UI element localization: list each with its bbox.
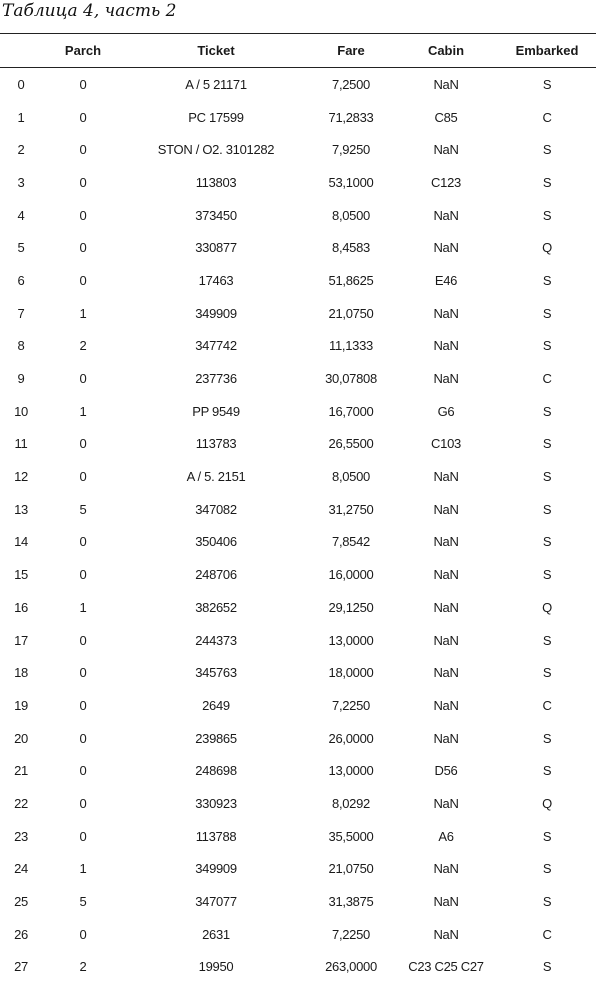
cell-index: 18 — [14, 665, 28, 681]
cell-index: 0 — [17, 76, 25, 92]
header-ticket: Ticket — [197, 43, 235, 58]
cell-cabin: NaN — [433, 795, 459, 811]
cell-fare: 7,9250 — [332, 142, 370, 158]
cell-fare: 21,0750 — [328, 305, 374, 321]
cell-parch: 1 — [79, 403, 87, 419]
cell-ticket: 330877 — [195, 240, 237, 256]
cell-ticket: 113783 — [195, 436, 237, 452]
cell-fare: 26,0000 — [328, 730, 374, 746]
cell-ticket: 19950 — [198, 959, 234, 975]
cell-fare: 16,7000 — [328, 403, 374, 419]
cell-cabin: C123 — [431, 174, 461, 190]
cell-parch: 0 — [79, 534, 87, 550]
table-caption: Таблица 4, часть 2 — [2, 1, 177, 21]
cell-fare: 31,2750 — [328, 501, 374, 517]
cell-embarked: S — [542, 272, 552, 288]
cell-cabin: C85 — [434, 109, 458, 125]
cell-fare: 31,3875 — [328, 894, 374, 910]
cell-ticket: 113803 — [195, 174, 237, 190]
cell-fare: 7,2250 — [332, 697, 370, 713]
table-row — [0, 395, 596, 428]
header-embarked: Embarked — [515, 43, 579, 58]
cell-embarked: S — [542, 861, 552, 877]
cell-ticket: A / 5. 2151 — [186, 469, 246, 485]
cell-parch: 2 — [79, 959, 87, 975]
cell-fare: 13,0000 — [328, 763, 374, 779]
cell-index: 1 — [17, 109, 25, 125]
cell-parch: 0 — [79, 665, 87, 681]
cell-embarked: S — [542, 632, 552, 648]
cell-index: 22 — [14, 795, 28, 811]
cell-ticket: 248698 — [195, 763, 237, 779]
cell-cabin: NaN — [433, 599, 459, 615]
cell-index: 6 — [17, 272, 25, 288]
cell-index: 15 — [14, 567, 28, 583]
cell-index: 3 — [17, 174, 25, 190]
cell-parch: 0 — [79, 795, 87, 811]
cell-parch: 0 — [79, 730, 87, 746]
table-row — [0, 526, 596, 559]
cell-embarked: S — [542, 894, 552, 910]
cell-ticket: A / 5 21171 — [185, 76, 247, 92]
cell-cabin: NaN — [433, 665, 459, 681]
cell-ticket: 347082 — [195, 501, 237, 517]
cell-index: 9 — [17, 371, 25, 387]
table-row — [0, 231, 596, 264]
cell-fare: 7,8542 — [332, 534, 370, 550]
cell-fare: 21,0750 — [328, 861, 374, 877]
cell-parch: 1 — [79, 861, 87, 877]
header-index — [0, 34, 42, 67]
cell-ticket: 382652 — [195, 599, 237, 615]
table-row — [0, 558, 596, 591]
cell-fare: 8,0500 — [332, 469, 370, 485]
table-row — [0, 754, 596, 787]
cell-index: 4 — [17, 207, 25, 223]
cell-ticket: 2649 — [202, 697, 230, 713]
cell-ticket: PP 9549 — [192, 403, 240, 419]
table-row — [0, 166, 596, 199]
header-cabin: Cabin — [427, 43, 465, 58]
cell-parch: 0 — [79, 436, 87, 452]
table-row — [0, 330, 596, 363]
cell-ticket: 349909 — [195, 861, 237, 877]
cell-fare: 263,0000 — [325, 959, 377, 975]
cell-fare: 8,0500 — [332, 207, 370, 223]
cell-ticket: 330923 — [195, 795, 237, 811]
table-row — [0, 493, 596, 526]
cell-cabin: C103 — [431, 436, 461, 452]
cell-parch: 0 — [79, 207, 87, 223]
cell-cabin: NaN — [433, 371, 459, 387]
table-header-row — [0, 34, 596, 67]
cell-fare: 16,0000 — [328, 567, 374, 583]
data-table — [0, 34, 596, 983]
cell-fare: 8,0292 — [332, 795, 370, 811]
cell-index: 24 — [14, 861, 28, 877]
cell-cabin: NaN — [433, 469, 459, 485]
cell-parch: 2 — [79, 338, 87, 354]
cell-embarked: Q — [542, 795, 552, 811]
cell-embarked: C — [542, 926, 552, 942]
cell-index: 7 — [17, 305, 25, 321]
cell-cabin: E46 — [434, 272, 458, 288]
cell-fare: 18,0000 — [328, 665, 374, 681]
cell-ticket: 345763 — [195, 665, 237, 681]
cell-fare: 35,5000 — [328, 828, 374, 844]
cell-ticket: 347077 — [195, 894, 237, 910]
cell-ticket: 2631 — [202, 926, 230, 942]
cell-parch: 0 — [79, 174, 87, 190]
table-row — [0, 460, 596, 493]
cell-embarked: S — [542, 665, 552, 681]
cell-embarked: S — [542, 76, 552, 92]
table-row — [0, 624, 596, 657]
cell-fare: 71,2833 — [328, 109, 374, 125]
cell-cabin: C23 C25 C27 — [408, 959, 484, 975]
cell-parch: 0 — [79, 567, 87, 583]
cell-fare: 51,8625 — [328, 272, 374, 288]
cell-fare: 13,0000 — [328, 632, 374, 648]
cell-cabin: G6 — [437, 403, 455, 419]
cell-index: 14 — [14, 534, 28, 550]
cell-ticket: 17463 — [198, 272, 234, 288]
cell-cabin: NaN — [433, 76, 459, 92]
table-row — [0, 428, 596, 461]
cell-ticket: 373450 — [195, 207, 237, 223]
cell-parch: 0 — [79, 763, 87, 779]
cell-parch: 0 — [79, 828, 87, 844]
cell-cabin: NaN — [433, 207, 459, 223]
cell-embarked: Q — [542, 599, 552, 615]
cell-embarked: Q — [542, 240, 552, 256]
cell-parch: 0 — [79, 76, 87, 92]
cell-cabin: NaN — [433, 632, 459, 648]
cell-embarked: S — [542, 567, 552, 583]
cell-index: 12 — [14, 469, 28, 485]
table-row — [0, 591, 596, 624]
cell-cabin: NaN — [433, 501, 459, 517]
cell-fare: 30,07808 — [325, 371, 377, 387]
cell-ticket: 347742 — [195, 338, 237, 354]
cell-embarked: S — [542, 828, 552, 844]
cell-index: 8 — [17, 338, 25, 354]
cell-embarked: C — [542, 371, 552, 387]
cell-parch: 1 — [79, 305, 87, 321]
cell-index: 20 — [14, 730, 28, 746]
table-row — [0, 362, 596, 395]
table-row — [0, 199, 596, 232]
cell-fare: 29,1250 — [328, 599, 374, 615]
cell-parch: 0 — [79, 142, 87, 158]
table-row — [0, 297, 596, 330]
table-row — [0, 67, 596, 101]
table-row — [0, 656, 596, 689]
cell-cabin: NaN — [433, 697, 459, 713]
cell-parch: 5 — [79, 894, 87, 910]
cell-embarked: S — [542, 436, 552, 452]
cell-embarked: S — [542, 959, 552, 975]
cell-ticket: 239865 — [195, 730, 237, 746]
cell-ticket: 113788 — [195, 828, 237, 844]
cell-embarked: S — [542, 403, 552, 419]
table-row — [0, 885, 596, 918]
cell-cabin: NaN — [433, 567, 459, 583]
cell-fare: 26,5500 — [328, 436, 374, 452]
cell-embarked: S — [542, 142, 552, 158]
cell-fare: 53,1000 — [328, 174, 374, 190]
cell-index: 23 — [14, 828, 28, 844]
table-row — [0, 787, 596, 820]
cell-ticket: 244373 — [195, 632, 237, 648]
cell-cabin: NaN — [433, 142, 459, 158]
cell-cabin: NaN — [433, 305, 459, 321]
cell-ticket: 237736 — [195, 371, 237, 387]
header-parch: Parch — [64, 43, 102, 58]
cell-parch: 1 — [79, 599, 87, 615]
cell-embarked: S — [542, 534, 552, 550]
cell-parch: 0 — [79, 240, 87, 256]
cell-index: 17 — [14, 632, 28, 648]
table-row — [0, 101, 596, 134]
cell-index: 27 — [14, 959, 28, 975]
cell-ticket: STON / O2. 3101282 — [157, 142, 275, 158]
cell-index: 16 — [14, 599, 28, 615]
cell-parch: 5 — [79, 501, 87, 517]
cell-cabin: A6 — [438, 828, 454, 844]
cell-parch: 0 — [79, 469, 87, 485]
table-row — [0, 820, 596, 853]
cell-index: 11 — [14, 436, 28, 452]
cell-ticket: 349909 — [195, 305, 237, 321]
cell-embarked: S — [542, 305, 552, 321]
table-row — [0, 264, 596, 297]
cell-embarked: C — [542, 109, 552, 125]
cell-cabin: NaN — [433, 534, 459, 550]
cell-embarked: C — [542, 697, 552, 713]
cell-embarked: S — [542, 730, 552, 746]
table-row — [0, 951, 596, 983]
cell-index: 21 — [14, 763, 28, 779]
cell-index: 5 — [17, 240, 25, 256]
cell-index: 13 — [14, 501, 28, 517]
cell-embarked: S — [542, 207, 552, 223]
cell-cabin: NaN — [433, 861, 459, 877]
table-row — [0, 722, 596, 755]
table-row — [0, 853, 596, 886]
table-row — [0, 689, 596, 722]
cell-ticket: 350406 — [195, 534, 237, 550]
cell-index: 10 — [14, 403, 28, 419]
table-row — [0, 918, 596, 951]
cell-parch: 0 — [79, 109, 87, 125]
cell-embarked: S — [542, 763, 552, 779]
cell-cabin: D56 — [434, 763, 458, 779]
cell-ticket: PC 17599 — [188, 109, 244, 125]
cell-cabin: NaN — [433, 926, 459, 942]
cell-parch: 0 — [79, 632, 87, 648]
cell-parch: 0 — [79, 697, 87, 713]
cell-embarked: S — [542, 174, 552, 190]
cell-index: 25 — [14, 894, 28, 910]
cell-cabin: NaN — [433, 240, 459, 256]
cell-index: 2 — [17, 142, 25, 158]
cell-embarked: S — [542, 501, 552, 517]
cell-index: 26 — [14, 926, 28, 942]
cell-cabin: NaN — [433, 338, 459, 354]
cell-cabin: NaN — [433, 730, 459, 746]
cell-embarked: S — [542, 338, 552, 354]
cell-fare: 11,1333 — [329, 338, 373, 354]
cell-fare: 7,2500 — [332, 76, 370, 92]
cell-cabin: NaN — [433, 894, 459, 910]
cell-parch: 0 — [79, 272, 87, 288]
table-row — [0, 133, 596, 166]
cell-embarked: S — [542, 469, 552, 485]
cell-parch: 0 — [79, 371, 87, 387]
cell-fare: 7,2250 — [332, 926, 370, 942]
cell-fare: 8,4583 — [332, 240, 370, 256]
cell-index: 19 — [14, 697, 28, 713]
table-body — [0, 67, 596, 983]
cell-parch: 0 — [79, 926, 87, 942]
header-fare: Fare — [337, 43, 365, 58]
cell-ticket: 248706 — [195, 567, 237, 583]
